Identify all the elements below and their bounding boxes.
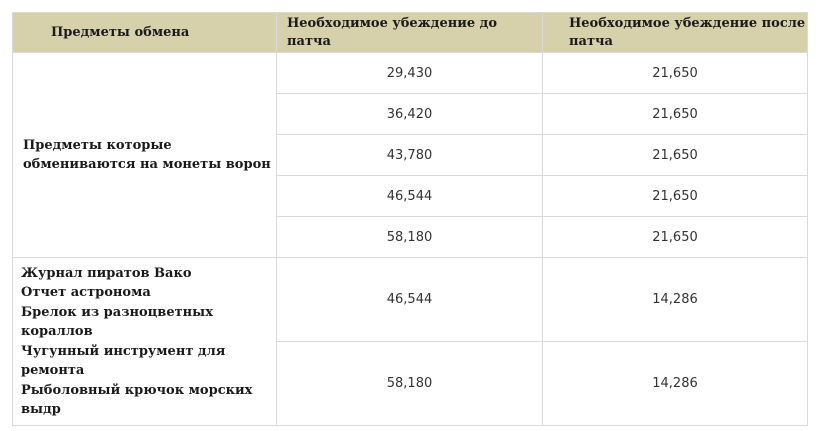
group-label-line: Предметы которые	[23, 137, 172, 153]
header-row	[13, 13, 808, 53]
cell-after: 21,650	[543, 217, 808, 258]
group-label-line: ремонта	[21, 363, 85, 378]
group-label-crow-coins	[13, 53, 277, 258]
group-label-line: Рыболовный крючок морских	[21, 382, 253, 398]
cell-before: 43,780	[277, 135, 543, 176]
exchange-table	[12, 12, 808, 426]
cell-after: 14,286	[543, 258, 808, 342]
group-label-line: выдр	[21, 402, 61, 417]
cell-before: 36,420	[277, 94, 543, 135]
cell-after: 21,650	[543, 53, 808, 94]
cell-before: 58,180	[277, 217, 543, 258]
cell-after: 14,286	[543, 342, 808, 426]
group-label-line: Журнал пиратов Вако	[21, 265, 192, 281]
header-before-patch: Необходимое убеждение до патча	[277, 13, 543, 53]
cell-after: 21,650	[543, 135, 808, 176]
group-label-line: Отчет астронома	[21, 285, 151, 300]
cell-before: 46,544	[277, 258, 543, 342]
cell-after: 21,650	[543, 94, 808, 135]
cell-before: 29,430	[277, 53, 543, 94]
cell-before: 58,180	[277, 342, 543, 426]
cell-before: 46,544	[277, 176, 543, 217]
table-row	[13, 53, 808, 94]
group-label-line: Чугунный инструмент для	[21, 343, 226, 359]
table-row	[13, 258, 808, 342]
header-after-patch: Необходимое убеждение после патча	[543, 13, 808, 53]
group-label-quest-items	[13, 258, 277, 426]
header-exchange-items: Предметы обмена	[13, 13, 277, 53]
group-label-line: Брелок из разноцветных кораллов	[21, 304, 213, 339]
cell-after: 21,650	[543, 176, 808, 217]
group-label-line: обмениваются на монеты ворон	[23, 157, 271, 172]
